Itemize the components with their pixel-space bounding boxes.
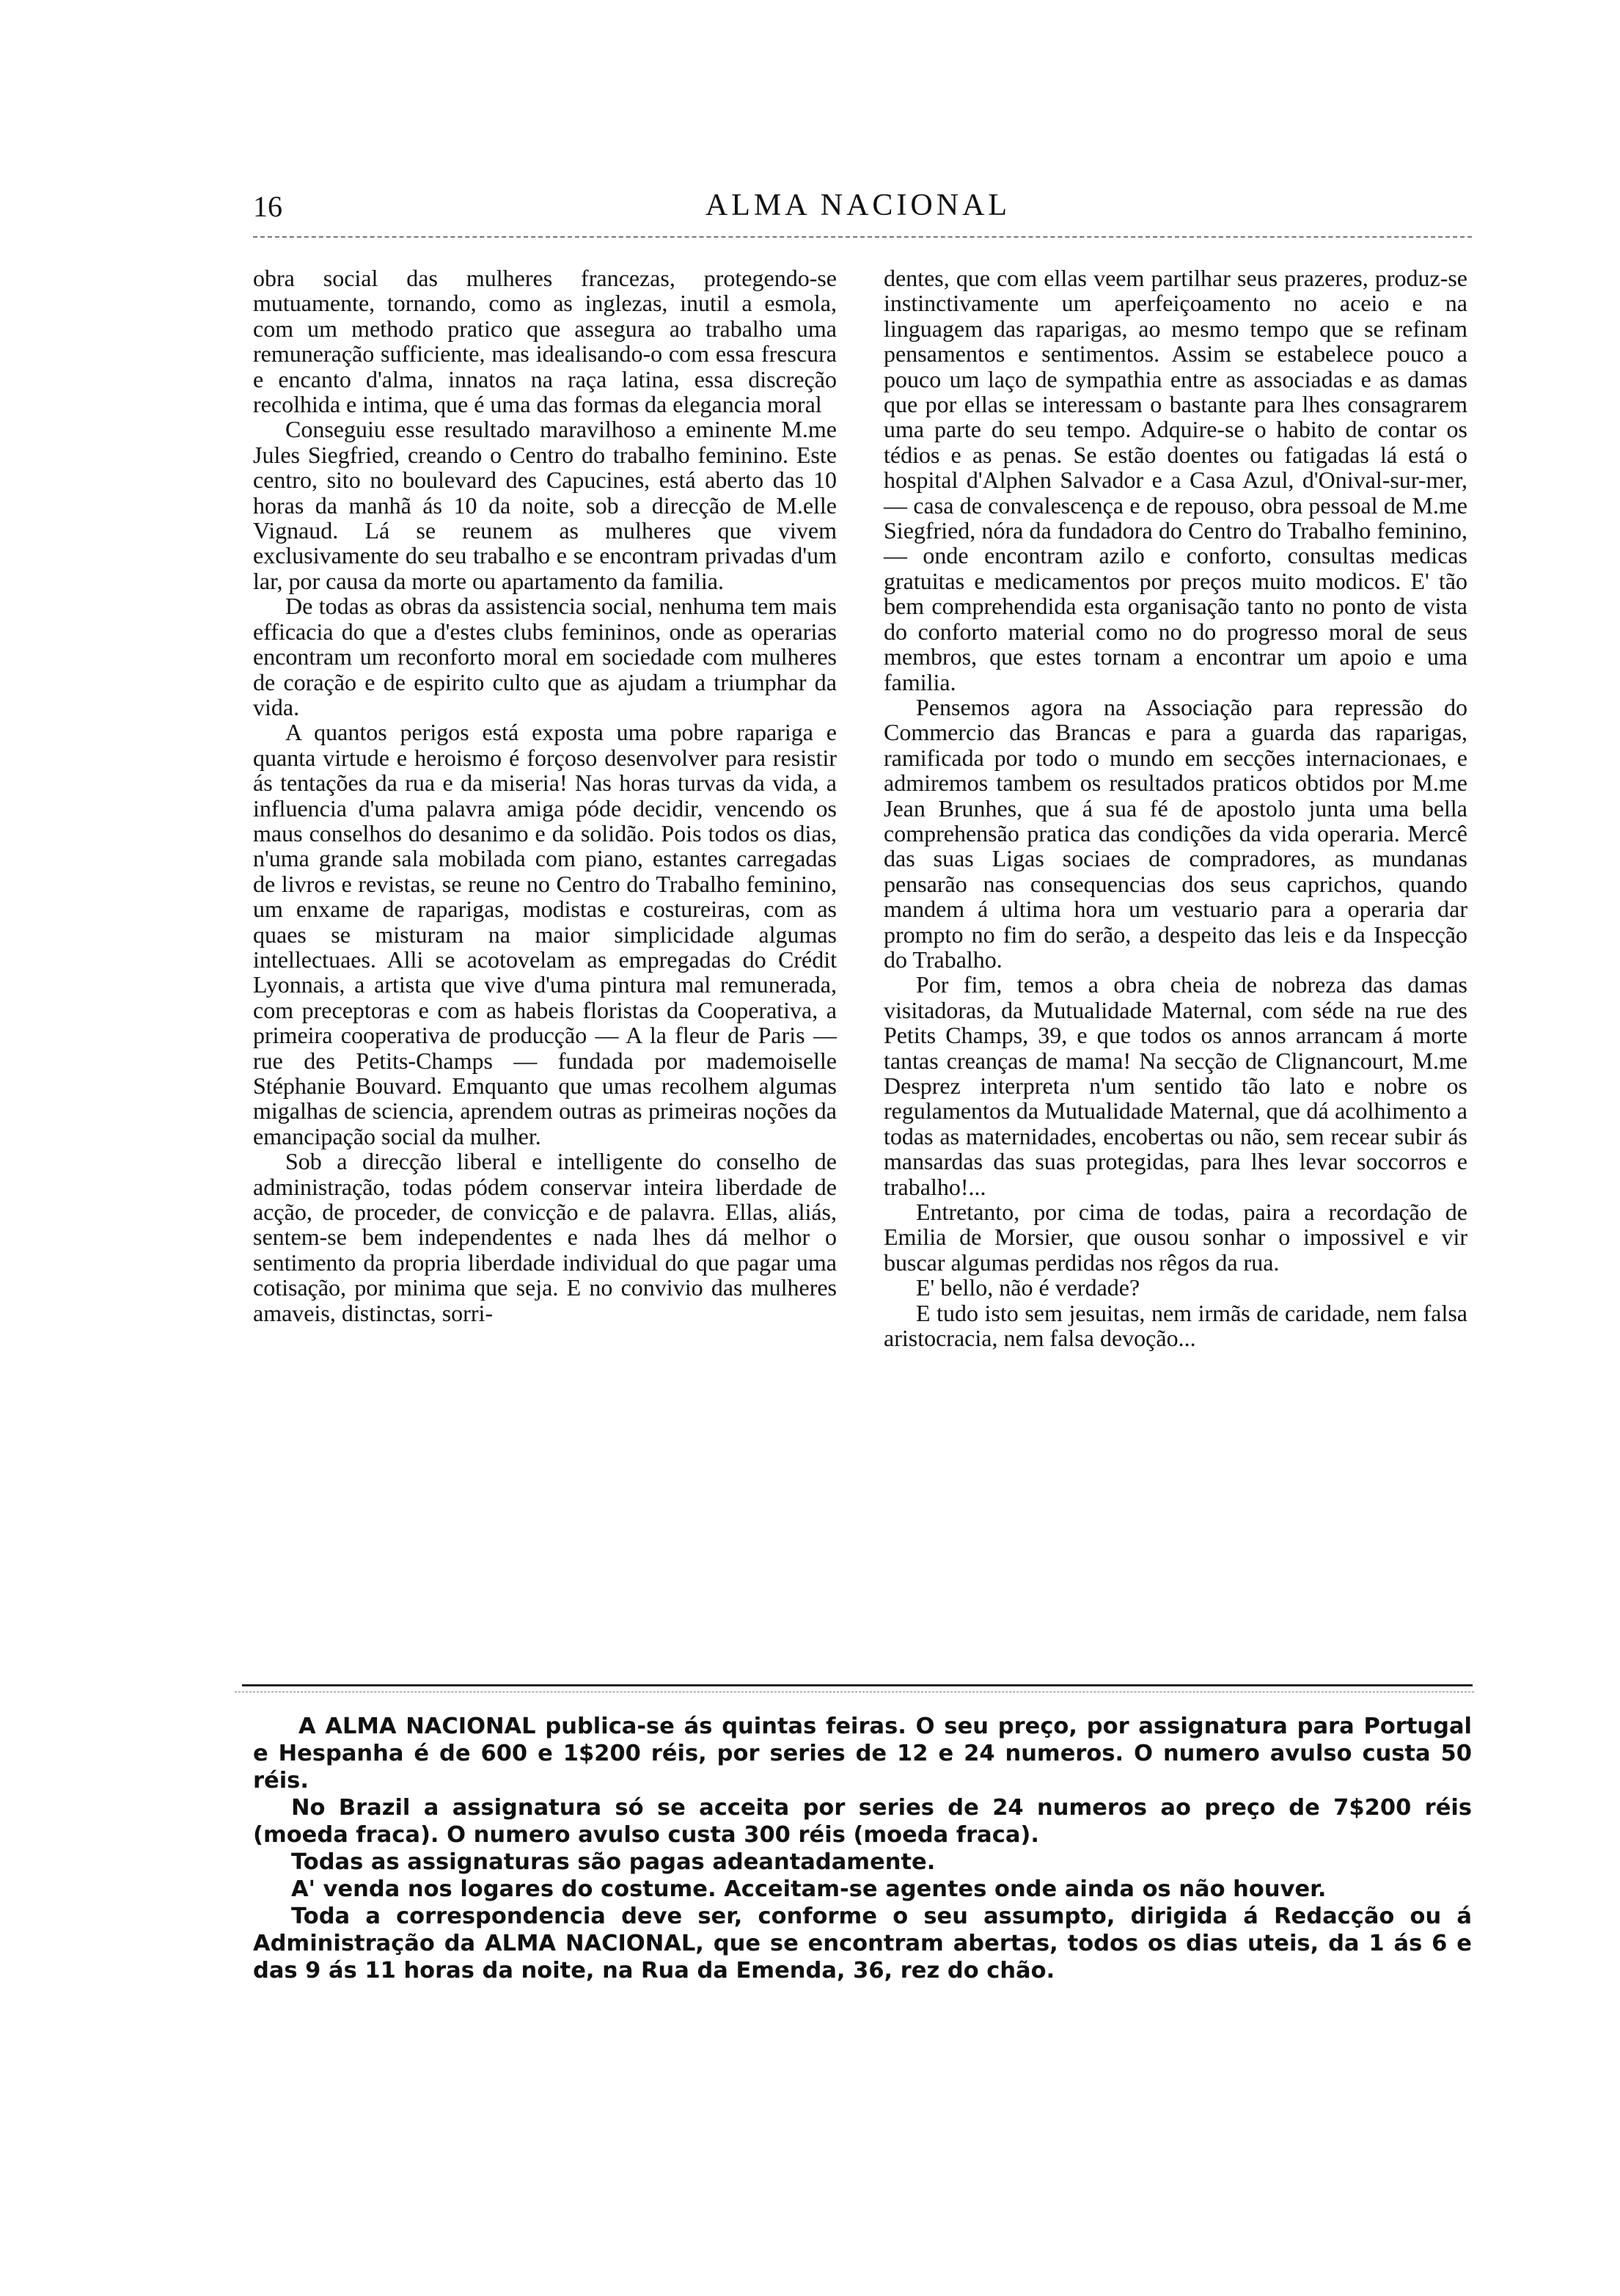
running-title: ALMA NACIONAL [705,189,1011,222]
paragraph: De todas as obras da assistencia social, nenhuma tem mais efficacia do que a d'estes clubs femininos, onde as operarias encontram um reconforto moral em sociedade com mulheres de coração e de espirito culto que as ajudam a triumphar da vida. [253,593,837,720]
page-header [253,182,1463,230]
left-column [253,266,837,1326]
footer-rule [242,1684,1473,1686]
paragraph: E' bello, não é verdade? [916,1274,1140,1301]
notice-paragraph: A ALMA NACIONAL publica-se ás quintas feiras. O seu preço, por assignatura para Portugal e Hespanha é de 600 e 1$200 réis, por series de 12 e 24 numeros. O numero avulso custa 50 réis. [253,1714,1472,1794]
page-number: 16 [253,190,282,223]
paragraph: A quantos perigos está exposta uma pobre rapariga e quanta virtude e heroismo é forçoso desenvolver para resistir ás tentações da rua e da miseria! Nas horas turvas da vida, a influencia d'uma palavra amiga póde decidir, vencendo os maus conselhos do desanimo e da solidão. Pois todos os dias, n'uma grande sala mobilada com piano, estantes carregadas de livros e revistas, se reune no Centro do Trabalho feminino, um enxame de raparigas, modistas e costureiras, com as quaes se misturam na maior simplicidade algumas intellectuaes. Alli se acotovelam as empregadas do Crédit Lyonnais, a artista que vive d'uma pintura mal remunerada, com preceptoras e com as habeis floristas da Cooperativa, a primeira cooperativa de producção — A la fleur de Paris — rue des Petits-Champs — fundada por mademoiselle Stéphanie Bouvard. Emquanto que umas recolhem algumas migalhas de sciencia, aprendem outras as primeiras noções da emancipação social da mulher. [253,719,837,1149]
paragraph: Sob a direcção liberal e intelligente do conselho de administração, todas pódem conservar inteira liberdade de acção, de proceder, de convicção e de palavra. Ellas, aliás, sentem-se bem independentes e nada lhes dá melhor o sentimento da propria liberdade individual do que pagar uma cotisação, por minima que seja. E no convivio das mulheres amaveis, distinctas, sorri- [253,1148,837,1326]
notice-paragraph: A' venda nos logares do costume. Acceitam-se agentes onde ainda os não houver. [291,1876,1327,1902]
notice-paragraph: No Brazil a assignatura só se acceita por series de 24 numeros ao preço de 7$200 réis (moeda fraca). O numero avulso custa 300 réis (moeda fraca). [253,1795,1472,1848]
paragraph: Por fim, temos a obra cheia de nobreza das damas visitadoras, da Mutualidade Maternal, com séde na rue des Petits Champs, 39, e que todos os annos arrancam á morte tantas creanças de mama! Na secção de Clignancourt, M.me Desprez interpreta n'um sentido tão lato e nobre os regulamentos da Mutualidade Maternal, que dá acolhimento a todas as maternidades, encobertas ou não, sem recear subir ás mansardas das suas protegidas, para lhes levar soccorros e trabalho!... [884,971,1467,1200]
notice-paragraph: Todas as assignaturas são pagas adeantadamente. [291,1849,936,1875]
paragraph: dentes, que com ellas veem partilhar seus prazeres, produz-se instinctivamente um aperfeiçoamento no aceio e na linguagem das raparigas, ao mesmo tempo que se refinam pensamentos e sentimentos. Assim se estabelece pouco a pouco um laço de sympathia entre as associadas e as damas que por ellas se interessam o bastante para lhes consagrarem uma parte do seu tempo. Adquire-se o habito de contar os tédios e as penas. Se estão doentes ou fatigadas lá está o hospital d'Alphen Salvador e a Casa Azul, d'Onival-sur-mer, — casa de convalescença e de repouso, obra pessoal de M.me Siegfried, nóra da fundadora do Centro do Trabalho feminino, — onde encontram azilo e conforto, consultas medicas gratuitas e medicamentos por preços muito modicos. E' tão bem comprehendida esta organisação tanto no ponto de vista do conforto material como no do progresso moral de seus membros, que estes tornam a encontrar um apoio e uma familia. [884,265,1467,695]
paragraph: Pensemos agora na Associação para repressão do Commercio das Brancas e para a guarda das raparigas, ramificada por todo o mundo em secções internacionaes, e admiremos tambem os resultados praticos obtidos por M.me Jean Brunhes, que á sua fé de apostolo junta uma bella comprehensão pratica das condições da vida operaria. Mercê das suas Ligas sociaes de compradores, as mundanas pensarão nas consequencias dos seus caprichos, quando mandem á ultima hora um vestuario para a operaria dar prompto no fim do serão, a despeito das leis e da Inspecção do Trabalho. [884,693,1467,973]
paragraph: Conseguiu esse resultado maravilhoso a eminente M.me Jules Siegfried, creando o Centro do trabalho feminino. Este centro, sito no boulevard des Capucines, está aberto das 10 horas da manhã ás 10 da noite, sob a direcção de M.elle Vignaud. Lá se reunem as mulheres que vivem exclusivamente do seu trabalho e se encontram privadas d'um lar, por causa da morte ou apartamento da familia. [253,416,837,594]
paragraph: obra social das mulheres francezas, protegendo-se mutuamente, tornando, como as inglezas, inutil a esmola, com um methodo pratico que assegura ao trabalho uma remuneração sufficiente, mas idealisando-o com essa frescura e encanto d'alma, innatos na raça latina, essa discreção recolhida e intima, que é uma das formas da elegancia moral [253,265,837,418]
right-column [884,266,1467,1350]
publication-notice [253,1713,1472,1984]
paragraph: E tudo isto sem jesuitas, nem irmãs de caridade, nem falsa aristocracia, nem falsa devoção... [884,1299,1467,1352]
paragraph: Entretanto, por cima de todas, paira a recordação de Emilia de Morsier, que ousou sonhar o impossivel e vir buscar algumas perdidas nos rêgos da rua. [884,1199,1467,1276]
notice-paragraph: Toda a correspondencia deve ser, conforme o seu assumpto, dirigida á Redacção ou á Administração da ALMA NACIONAL, que se encontram abertas, todos os dias uteis, da 1 ás 6 e das 9 ás 11 horas da noite, na Rua da Emenda, 36, rez do chão. [253,1904,1472,1984]
header-rule [253,236,1472,238]
